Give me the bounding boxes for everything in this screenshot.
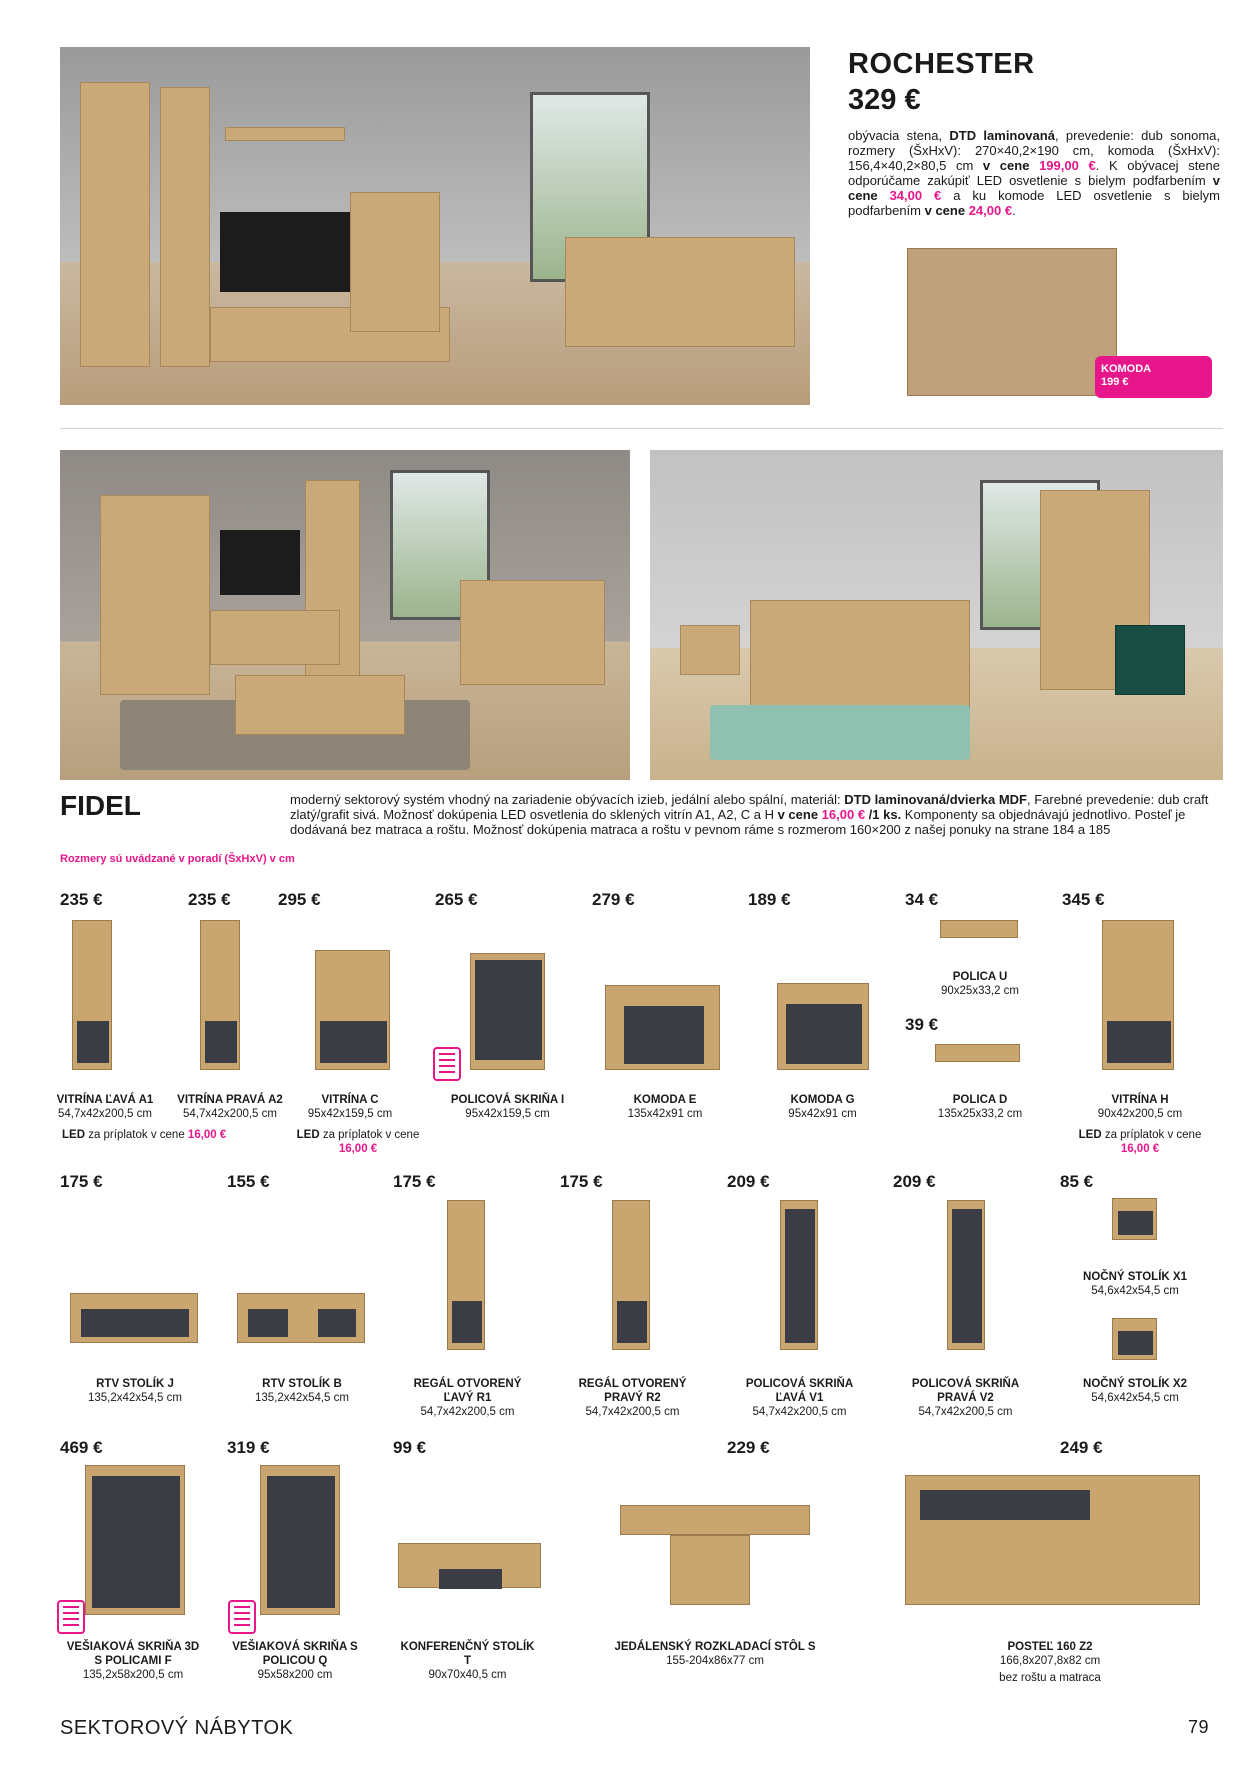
item-konferencny-t: KONFERENČNÝ STOLÍK T 90x70x40,5 cm	[400, 1641, 535, 1681]
price: 319 €	[227, 1438, 270, 1457]
vitrine-a	[305, 480, 360, 705]
price: 249 €	[1060, 1438, 1103, 1457]
led-note: LED za príplatok v cene 16,00 €	[62, 1129, 227, 1141]
sideboard	[565, 237, 795, 347]
item-regal-r2: REGÁL OTVORENÝ PRAVÝ R2 54,7x42x200,5 cm	[578, 1378, 687, 1418]
item-vitrina-a1: VITRÍNA ĽAVÁ A1 54,7x42x200,5 cm	[56, 1094, 154, 1120]
product-policova-v2	[947, 1200, 985, 1350]
price: 175 €	[393, 1172, 436, 1191]
fidel-description: moderný sektorový systém vhodný na zariadenie obývacích izieb, jedální alebo spální, materiál: DTD laminovaná/dvierka MDF, Farebné prevedenie: dub craft zlatý/grafit sivá. Možnosť dokúpenia LED osvetlenia do sklených vitrín A1, A2, C a H v cene 16,00 € /1 ks. Komponenty sa objednávajú jednotlivo. Posteľ je dodávaná bez matraca a roštu. Možnosť dokúpenia matraca a roštu v pevnom ráme s rozmerom 160×200 z našej ponuky na strane 184 a 185	[290, 792, 1209, 837]
product-postel-z2	[905, 1475, 1200, 1605]
item-vitrina-h: VITRÍNA H 90x42x200,5 cm	[1097, 1094, 1183, 1120]
vitrine	[160, 87, 210, 367]
komoda-image	[905, 248, 1120, 398]
rug	[710, 705, 970, 760]
item-vitrina-c: VITRÍNA C 95x42x159,5 cm	[307, 1094, 393, 1120]
product-komoda-e	[605, 985, 720, 1070]
product-rtv-j	[70, 1293, 198, 1343]
price: 469 €	[60, 1438, 103, 1457]
dimensions-note: Rozmery sú uvádzané v poradí (ŠxHxV) v cm	[60, 853, 295, 865]
fidel-living-photo	[60, 450, 630, 780]
product-stol-s	[620, 1505, 810, 1535]
rochester-photo	[60, 47, 810, 405]
product-vesiakova-f	[85, 1465, 185, 1615]
coffee-table	[235, 675, 405, 735]
product-regal-r2	[612, 1200, 650, 1350]
item-rtv-b: RTV STOLÍK B 135,2x42x54,5 cm	[255, 1378, 349, 1404]
price: 155 €	[227, 1172, 270, 1191]
price: 229 €	[727, 1438, 770, 1457]
shelves-icon	[433, 1047, 461, 1081]
price: 265 €	[435, 890, 478, 909]
shelves-icon	[57, 1600, 85, 1634]
bed	[750, 600, 970, 720]
price: 189 €	[748, 890, 791, 909]
price: 175 €	[60, 1172, 103, 1191]
item-policova-v2: POLICOVÁ SKRIŇA PRAVÁ V2 54,7x42x200,5 cm	[911, 1378, 1020, 1418]
item-polica-u: POLICA U 90x25x33,2 cm	[941, 971, 1019, 997]
product-policova-v1	[780, 1200, 818, 1350]
price: 99 €	[393, 1438, 427, 1457]
price: 279 €	[592, 890, 635, 909]
price: 235 €	[188, 890, 231, 909]
product-nocny-x2	[1112, 1318, 1157, 1360]
price: 295 €	[278, 890, 321, 909]
price: 175 €	[560, 1172, 603, 1191]
item-nocny-x2: NOČNÝ STOLÍK X2 54,6x42x54,5 cm	[1083, 1378, 1187, 1404]
vitrine-h	[100, 495, 210, 695]
rochester-title: ROCHESTER	[848, 48, 1035, 80]
item-stol-s: JEDÁLENSKÝ ROZKLADACÍ STÔL S 155-204x86x77 cm	[614, 1641, 816, 1667]
led-note: LED za príplatok v cene 16,00 €	[296, 1129, 420, 1155]
armchair	[1115, 625, 1185, 695]
item-komoda-g: KOMODA G 95x42x91 cm	[788, 1094, 857, 1120]
product-konferencny-t	[398, 1543, 541, 1588]
price: 85 €	[1060, 1172, 1094, 1191]
item-nocny-x1: NOČNÝ STOLÍK X1 54,6x42x54,5 cm	[1083, 1271, 1187, 1297]
price: 235 €	[60, 890, 103, 909]
price: 209 €	[893, 1172, 936, 1191]
product-nocny-x1	[1112, 1198, 1157, 1240]
tv	[220, 530, 300, 595]
cabinet-mid	[350, 192, 440, 332]
nightstand	[680, 625, 740, 675]
wall-shelf	[225, 127, 345, 141]
item-rtv-j: RTV STOLÍK J 135,2x42x54,5 cm	[88, 1378, 182, 1404]
product-stol-s-base	[670, 1535, 750, 1605]
product-rtv-b	[237, 1293, 365, 1343]
item-vesiakova-q: VEŠIAKOVÁ SKRIŇA S POLICOU Q 95x58x200 cm	[232, 1641, 358, 1681]
price: 39 €	[905, 1015, 939, 1034]
footer-section: SEKTOROVÝ NÁBYTOK	[60, 1717, 294, 1739]
product-vitrina-c	[315, 950, 390, 1070]
product-polica-d	[935, 1044, 1020, 1062]
cabinet-tall	[80, 82, 150, 367]
fidel-title: FIDEL	[60, 790, 141, 821]
rochester-price: 329 €	[848, 84, 921, 116]
led-note: LED za príplatok v cene 16,00 €	[1078, 1129, 1202, 1155]
page-number: 79	[1188, 1717, 1210, 1737]
rochester-description: obývacia stena, DTD laminovaná, prevedenie: dub sonoma, rozmery (ŠxHxV): 270×40,2×190 cm, komoda (ŠxHxV): 156,4×40,2×80,5 cm v cene 199,00 €. K obývacej stene odporúčame zakúpiť LED osvetlenie s bielym podfarbením v cene 34,00 € a ku komode LED osvetlenie s bielym podfarbením v cene 24,00 €.	[848, 128, 1221, 218]
item-komoda-e: KOMODA E 135x42x91 cm	[627, 1094, 703, 1120]
item-vesiakova-f: VEŠIAKOVÁ SKRIŇA 3D S POLICAMI F 135,2x58x200,5 cm	[66, 1641, 200, 1681]
product-vesiakova-q	[260, 1465, 340, 1615]
divider	[60, 428, 1223, 429]
item-vitrina-a2: VITRÍNA PRAVÁ A2 54,7x42x200,5 cm	[177, 1094, 283, 1120]
product-vitrina-h	[1102, 920, 1174, 1070]
item-regal-r1: REGÁL OTVORENÝ ĽAVÝ R1 54,7x42x200,5 cm	[413, 1378, 522, 1418]
shelves-icon	[228, 1600, 256, 1634]
product-vitrina-a2	[200, 920, 240, 1070]
item-policova-v1: POLICOVÁ SKRIŇA ĽAVÁ V1 54,7x42x200,5 cm	[745, 1378, 854, 1418]
komoda-badge: KOMODA 199 €	[1095, 356, 1212, 398]
price: 209 €	[727, 1172, 770, 1191]
item-polica-d: POLICA D 135x25x33,2 cm	[937, 1094, 1023, 1120]
item-postel-z2: POSTEĽ 160 Z2 166,8x207,8x82 cm bez roštu a matraca	[999, 1641, 1101, 1684]
price: 34 €	[905, 890, 939, 909]
fidel-bedroom-photo	[650, 450, 1223, 780]
item-policova-skrina-i: POLICOVÁ SKRIŇA I 95x42x159,5 cm	[450, 1094, 565, 1120]
product-regal-r1	[447, 1200, 485, 1350]
product-vitrina-a1	[72, 920, 112, 1070]
komoda	[460, 580, 605, 685]
product-polica-u	[940, 920, 1018, 938]
price: 345 €	[1062, 890, 1105, 909]
product-policova-skrina-i	[470, 953, 545, 1070]
tv	[220, 212, 350, 292]
rtv-stand	[210, 610, 340, 665]
product-komoda-g	[777, 983, 869, 1070]
